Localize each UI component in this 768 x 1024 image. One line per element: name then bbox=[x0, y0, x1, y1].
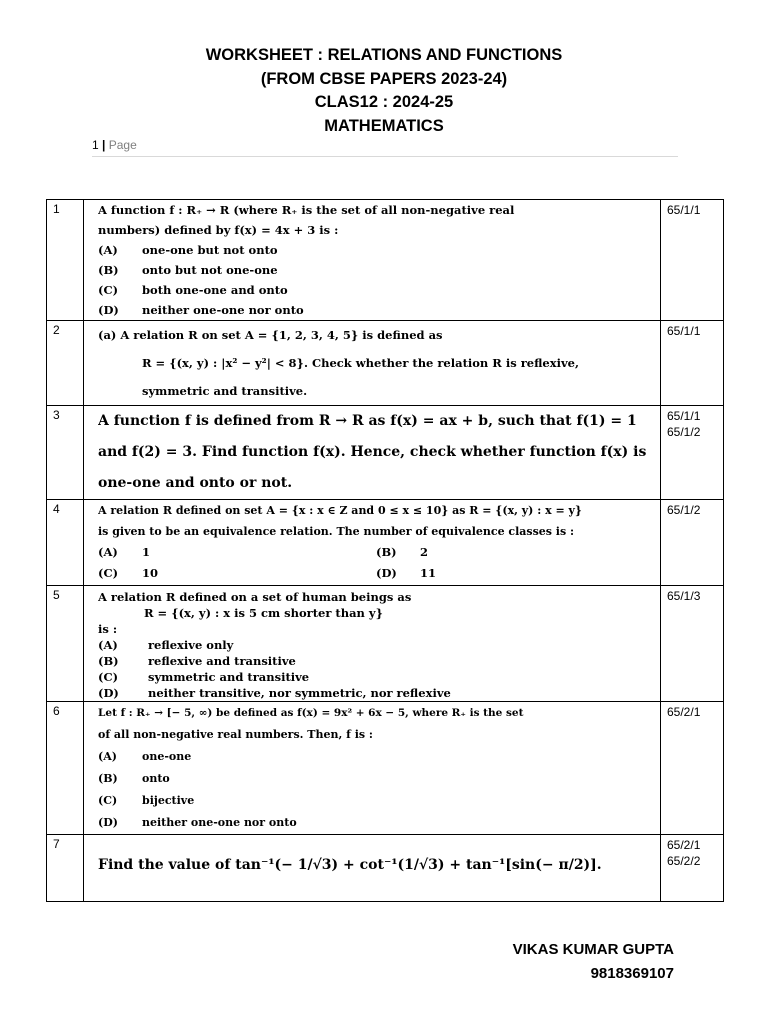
source-subtitle: (FROM CBSE PAPERS 2023-24) bbox=[260, 69, 508, 88]
question-text bbox=[84, 500, 661, 586]
question-line: Find the value of tan⁻¹(− 1/√3) + cot⁻¹(1/√3) + tan⁻¹[sin(− π/2)]. bbox=[98, 857, 602, 873]
option-label: (B) bbox=[98, 654, 119, 668]
option-label: (B) bbox=[376, 545, 397, 559]
option-a bbox=[98, 746, 654, 768]
option-a bbox=[98, 240, 654, 260]
option-text: 11 bbox=[420, 566, 437, 580]
option-text: 1 bbox=[142, 545, 151, 559]
question-line: is given to be an equivalence relation. The number of equivalence classes is : bbox=[98, 525, 575, 538]
page-number bbox=[92, 138, 137, 152]
option-b bbox=[98, 653, 654, 669]
option-text: symmetric and transitive bbox=[148, 670, 310, 684]
subject-title: MATHEMATICS bbox=[324, 116, 444, 135]
question-number: 6 bbox=[47, 702, 84, 835]
question-row-1 bbox=[47, 200, 724, 321]
question-text bbox=[84, 586, 661, 702]
question-line: one-one and onto or not. bbox=[98, 475, 293, 491]
option-b bbox=[98, 260, 654, 280]
option-text: onto but not one-one bbox=[142, 263, 278, 277]
option-text: reflexive and transitive bbox=[148, 654, 296, 668]
question-row-6 bbox=[47, 702, 724, 835]
class-session: CLAS12 : 2024-25 bbox=[314, 93, 454, 111]
option-d bbox=[98, 300, 654, 320]
option-text: neither one-one nor onto bbox=[142, 303, 304, 317]
question-text bbox=[84, 321, 661, 406]
option-a bbox=[98, 542, 376, 563]
option-text: one-one but not onto bbox=[142, 243, 278, 257]
option-text: one-one bbox=[142, 750, 192, 763]
question-line: symmetric and transitive. bbox=[142, 384, 308, 398]
paper-code: 65/1/2 bbox=[667, 503, 701, 517]
question-line: A function f : R₊ → R (where R₊ is the set of all non-negative real bbox=[98, 203, 515, 217]
option-label: (A) bbox=[98, 243, 118, 257]
option-label: (C) bbox=[98, 794, 118, 807]
worksheet-header bbox=[0, 44, 768, 138]
question-line: R = {(x, y) : x is 5 cm shorter than y} bbox=[144, 606, 383, 620]
option-label: (A) bbox=[98, 750, 117, 763]
question-number: 3 bbox=[47, 406, 84, 500]
question-row-2 bbox=[47, 321, 724, 406]
paper-code: 65/1/2 bbox=[667, 425, 701, 439]
option-a bbox=[98, 637, 654, 653]
question-number: 7 bbox=[47, 835, 84, 902]
question-line: and f(2) = 3. Find function f(x). Hence, check whether function f(x) is bbox=[98, 444, 647, 460]
option-text: bijective bbox=[142, 794, 195, 807]
option-label: (A) bbox=[98, 638, 118, 652]
question-number: 2 bbox=[47, 321, 84, 406]
question-line: A function f is defined from R → R as f(x) = ax + b, such that f(1) = 1 bbox=[98, 413, 637, 429]
paper-code-cell bbox=[661, 406, 724, 500]
option-text: neither transitive, nor symmetric, nor reflexive bbox=[148, 686, 451, 700]
option-label: (D) bbox=[376, 566, 397, 580]
author-block bbox=[513, 938, 674, 986]
question-text bbox=[84, 200, 661, 321]
question-text bbox=[84, 702, 661, 835]
paper-code-cell bbox=[661, 500, 724, 586]
question-number: 4 bbox=[47, 500, 84, 586]
option-c bbox=[98, 563, 376, 584]
option-label: (C) bbox=[98, 566, 119, 580]
author-name: VIKAS KUMAR GUPTA bbox=[512, 941, 674, 958]
paper-code: 65/2/1 bbox=[667, 838, 701, 852]
option-text: reflexive only bbox=[148, 638, 234, 652]
option-c bbox=[98, 790, 654, 812]
option-b bbox=[376, 542, 654, 563]
author-phone: 9818369107 bbox=[590, 965, 674, 982]
question-text bbox=[84, 406, 661, 500]
paper-code: 65/2/1 bbox=[667, 705, 701, 719]
options-row bbox=[98, 542, 654, 563]
option-text: neither one-one nor onto bbox=[142, 816, 297, 829]
question-row-3 bbox=[47, 406, 724, 500]
option-text: both one-one and onto bbox=[142, 283, 288, 297]
question-row-4 bbox=[47, 500, 724, 586]
option-label: (A) bbox=[98, 545, 118, 559]
question-line: numbers) defined by f(x) = 4x + 3 is : bbox=[98, 223, 339, 237]
question-line: is : bbox=[98, 622, 118, 636]
question-line: R = {(x, y) : |x² − y²| < 8}. Check whether the relation R is reflexive, bbox=[142, 356, 579, 370]
question-number: 1 bbox=[47, 200, 84, 321]
paper-code: 65/1/1 bbox=[667, 324, 701, 338]
paper-code-cell bbox=[661, 835, 724, 902]
option-label: (B) bbox=[98, 263, 119, 277]
page-number-value: 1 bbox=[92, 138, 99, 152]
question-line: (a) A relation R on set A = {1, 2, 3, 4, 5} is defined as bbox=[98, 328, 443, 342]
question-line: A relation R defined on set A = {x : x ∈ Z and 0 ≤ x ≤ 10} as R = {(x, y) : x = y} bbox=[98, 504, 583, 517]
paper-code-cell bbox=[661, 586, 724, 702]
page-number-separator: | bbox=[102, 138, 106, 152]
paper-code-cell bbox=[661, 702, 724, 835]
question-number: 5 bbox=[47, 586, 84, 702]
question-text bbox=[84, 835, 661, 902]
option-text: onto bbox=[142, 772, 170, 785]
option-label: (D) bbox=[98, 816, 118, 829]
paper-code: 65/1/1 bbox=[667, 409, 701, 423]
paper-code-cell bbox=[661, 200, 724, 321]
question-table bbox=[46, 199, 724, 902]
option-text: 2 bbox=[420, 545, 429, 559]
option-d bbox=[98, 685, 654, 701]
option-label: (C) bbox=[98, 670, 119, 684]
option-b bbox=[98, 768, 654, 790]
header-divider bbox=[92, 156, 678, 157]
paper-code: 65/2/2 bbox=[667, 854, 701, 868]
option-c bbox=[98, 280, 654, 300]
option-label: (C) bbox=[98, 283, 119, 297]
worksheet-title: WORKSHEET : RELATIONS AND FUNCTIONS bbox=[205, 46, 563, 64]
question-row-7 bbox=[47, 835, 724, 902]
question-line: Let f : R₊ → [− 5, ∞) be defined as f(x) = 9x² + 6x − 5, where R₊ is the set bbox=[98, 707, 524, 719]
option-c bbox=[98, 669, 654, 685]
option-d bbox=[376, 563, 654, 584]
paper-code-cell bbox=[661, 321, 724, 406]
question-line: of all non-negative real numbers. Then, f is : bbox=[98, 728, 373, 741]
question-row-5 bbox=[47, 586, 724, 702]
option-text: 10 bbox=[142, 566, 159, 580]
option-label: (D) bbox=[98, 303, 119, 317]
question-line: A relation R defined on a set of human beings as bbox=[98, 590, 412, 604]
option-d bbox=[98, 812, 654, 834]
page-label: Page bbox=[108, 138, 137, 152]
options-row bbox=[98, 563, 654, 584]
paper-code: 65/1/3 bbox=[667, 589, 701, 603]
paper-code: 65/1/1 bbox=[667, 203, 701, 217]
option-label: (D) bbox=[98, 686, 119, 700]
option-label: (B) bbox=[98, 772, 118, 785]
